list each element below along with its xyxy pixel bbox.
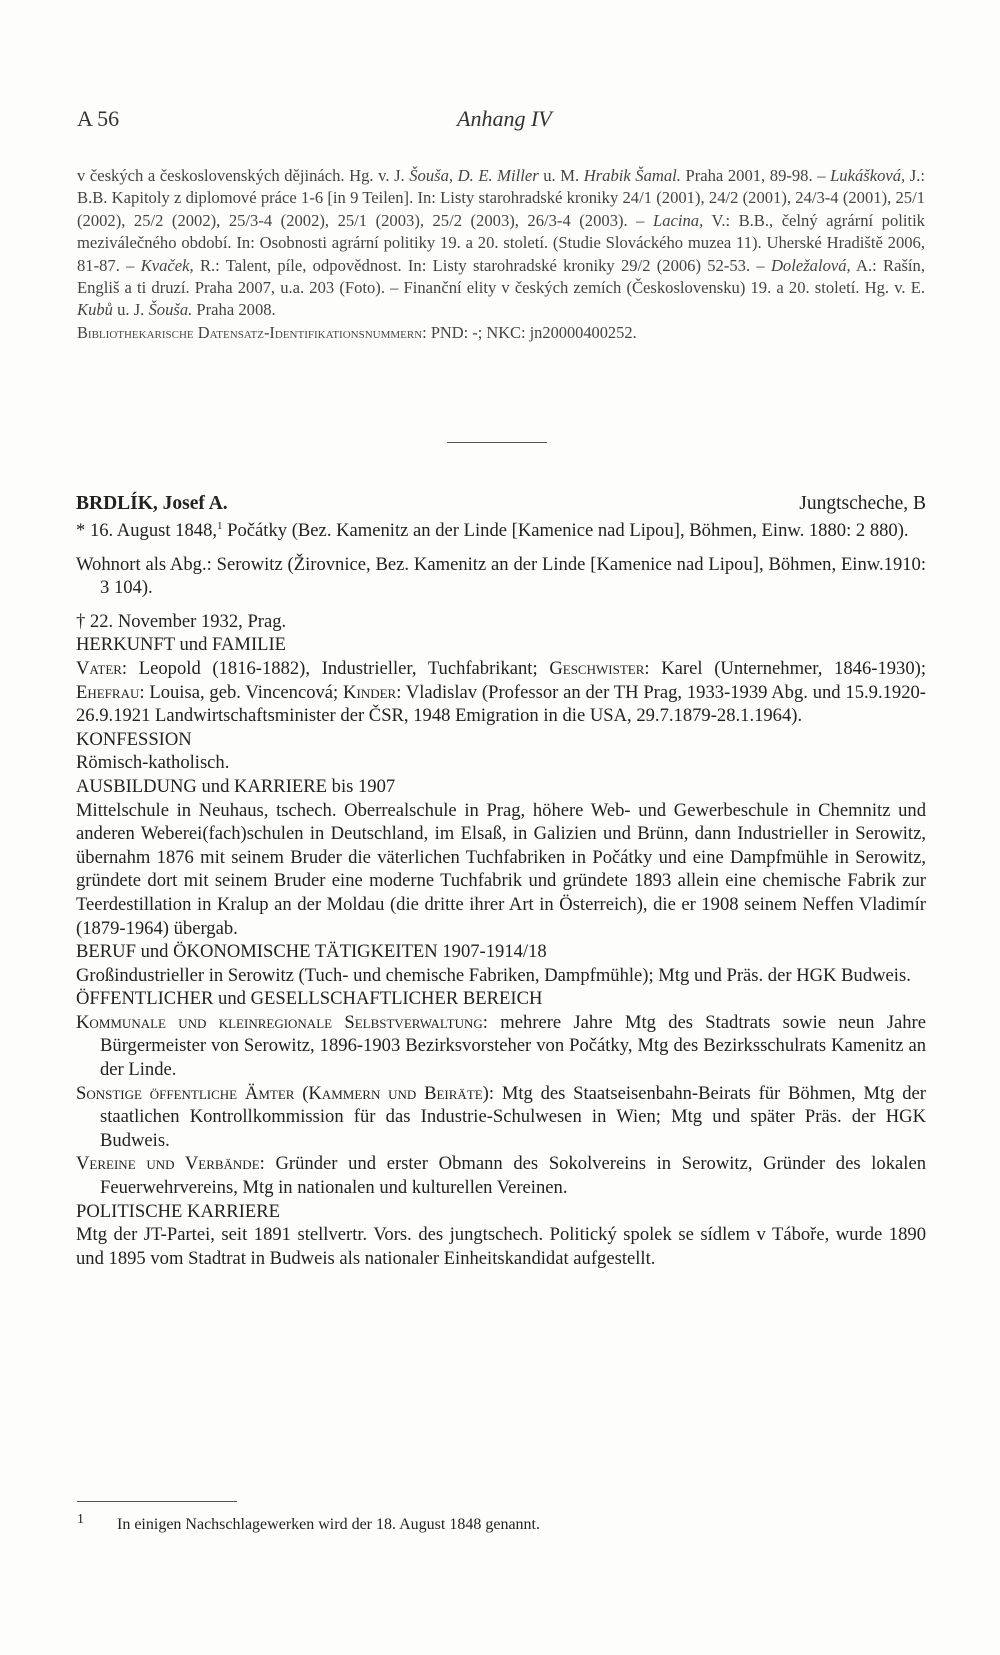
section-text-herkunft: Vater: Leopold (1816-1882), Industrieller, Tuchfabrikant; Geschwister: Karel (Unternehmer, 1846-1930); Ehefrau: Louisa, geb. Vincencová; Kinder: Vladislav (Professor an der TH Prag, 1933-1939 Abg. und 15.9.1920-26.9.1921 Landwirtschaftsminister der ČSR, 1948 Emigration in die USA, 29.7.1879-28.1.1964). bbox=[76, 657, 926, 727]
death-info: † 22. November 1932, Prag. bbox=[76, 610, 287, 632]
ids-label: Bibliothekarische Datensatz-Identifikationsnummern: bbox=[77, 322, 427, 342]
entry-separator-rule bbox=[447, 442, 547, 443]
page-number: A 56 bbox=[77, 106, 120, 131]
entry-title-row bbox=[76, 492, 926, 518]
section-text-vereine: Vereine und Verbände: Gründer und erster Obmann des Sokolvereins in Serowitz, Gründer des lokalen Feuerwehrvereins, Mtg in nationalen und kulturellen Vereinen. bbox=[76, 1153, 926, 1199]
entry-name: BRDLÍK, Josef A. bbox=[76, 493, 228, 514]
section-heading-oeffentlich: ÖFFENTLICHER und GESELLSCHAFTLICHER BEREICH bbox=[76, 988, 543, 1010]
document-page bbox=[62, 0, 924, 1655]
biography-entry bbox=[76, 492, 926, 1270]
section-text-politisch: Mtg der JT-Partei, seit 1891 stellvertr. Vors. des jungtschech. Politický spolek se sídlem v Táboře, wurde 1890 und 1895 vom Stadtrat in Budweis als nationaler Einheitskandidat aufgestellt. bbox=[76, 1224, 926, 1269]
section-heading-konfession: KONFESSION bbox=[76, 728, 192, 750]
running-title: Anhang IV bbox=[457, 106, 552, 131]
ids-value: PND: -; NKC: jn20000400252. bbox=[426, 322, 637, 342]
footnote-mark: 1 bbox=[77, 1512, 84, 1527]
identification-numbers bbox=[77, 322, 925, 344]
entry-party: Jungtscheche, B bbox=[799, 493, 926, 514]
section-text-aemter: Sonstige öffentliche Ämter (Kammern und Beiräte): Mtg des Staatseisenbahn-Beirats für Böhmen, Mtg der staatlichen Kontrollkommission für das Industrie-Schulwesen in Wien; Mtg und später Präs. der HGK Budweis. bbox=[76, 1082, 926, 1151]
section-heading-herkunft: HERKUNFT und FAMILIE bbox=[76, 634, 287, 656]
footnote-text: In einigen Nachschlagewerken wird der 18. August 1848 genannt. bbox=[117, 1516, 540, 1533]
residence-info: Wohnort als Abg.: Serowitz (Žirovnice, Bez. Kamenitz an der Linde [Kamenice nad Lipou], Böhmen, Einw.1910: 3 104). bbox=[76, 553, 926, 599]
footnote-rule bbox=[77, 1501, 237, 1502]
footnote-reference[interactable]: 1 bbox=[217, 519, 223, 532]
literature-paragraph: v českých a československých dějinách. Hg. v. J. Šouša, D. E. Miller u. M. Hrabik Šamal. Praha 2001, 89-98. – Lukášková, J.: B.B. Kapitoly z diplomové práce 1-6 [in 9 Teilen]. In: Listy starohradské kroniky 24/1 (2001), 24/2 (2001), 24/3-4 (2001), 25/1 (2002), 25/2 (2002), 25/3-4 (2002), 25/1 (2003), 25/2 (2003), 26/3-4 (2003). – Lacina, V.: B.B., čelný agrární politik meziválečného období. In: Osobnosti agrární politiky 19. a 20. století. (Studie Slováckého muzea 11). Uherské Hradiště 2006, 81-87. – Kvaček, R.: Talent, píle, odpovědnost. In: Listy starohradské kroniky 29/2 (2006) 52-53. – Doležalová, A.: Rašín, Engliš a ti druzí. Praha 2007, u.a. 203 (Foto). – Finanční elity v českých zemích (Československu) 19. a 20. století. Hg. v. E. Kubů u. J. Šouša. Praha 2008. bbox=[77, 166, 925, 320]
section-text-ausbildung: Mittelschule in Neuhaus, tschech. Oberrealschule in Prag, höhere Web- und Gewerbeschule in Chemnitz und anderen Weberei(fach)schulen in Deutschland, im Elsaß, in Galizien und Brünn, dann Industrieller in Serowitz, übernahm 1876 mit seinem Bruder die väterlichen Tuchfabriken in Počátky und eine Dampfmühle in Serowitz, gründete dort mit seinem Bruder eine moderne Tuchfabrik und gründete 1893 allein eine chemische Fabrik zur Teerdestillation in Kralup an der Moldau (die dritte ihrer Art in Österreich), die er 1908 seinem Neffen Vladimír (1879-1964) übergab. bbox=[76, 799, 926, 939]
previous-entry-literature bbox=[77, 165, 925, 344]
page-header bbox=[77, 106, 927, 136]
section-heading-politisch: POLITISCHE KARRIERE bbox=[76, 1200, 281, 1222]
section-heading-ausbildung: AUSBILDUNG und KARRIERE bis 1907 bbox=[76, 775, 396, 797]
section-text-kommunal: Kommunale und kleinregionale Selbstverwaltung: mehrere Jahre Mtg des Stadtrats sowie neun Jahre Bürgermeister von Serowitz, 1896-1903 Bezirksvorsteher von Počátky, Mtg des Bezirksschulrats Kamenitz an der Linde. bbox=[76, 1011, 926, 1081]
section-text-konfession: Römisch-katholisch. bbox=[76, 752, 230, 774]
section-heading-beruf: BERUF und ÖKONOMISCHE TÄTIGKEITEN 1907-1914/18 bbox=[76, 941, 547, 963]
section-text-beruf: Großindustrieller in Serowitz (Tuch- und chemische Fabriken, Dampfmühle); Mtg und Präs. der HGK Budweis. bbox=[76, 964, 911, 986]
birth-info: * 16. August 1848,$^1$ Počátky (Bez. Kamenitz an der Linde [Kamenice nad Lipou], Böhmen, Einw. 1880: 2 880). bbox=[76, 519, 909, 541]
